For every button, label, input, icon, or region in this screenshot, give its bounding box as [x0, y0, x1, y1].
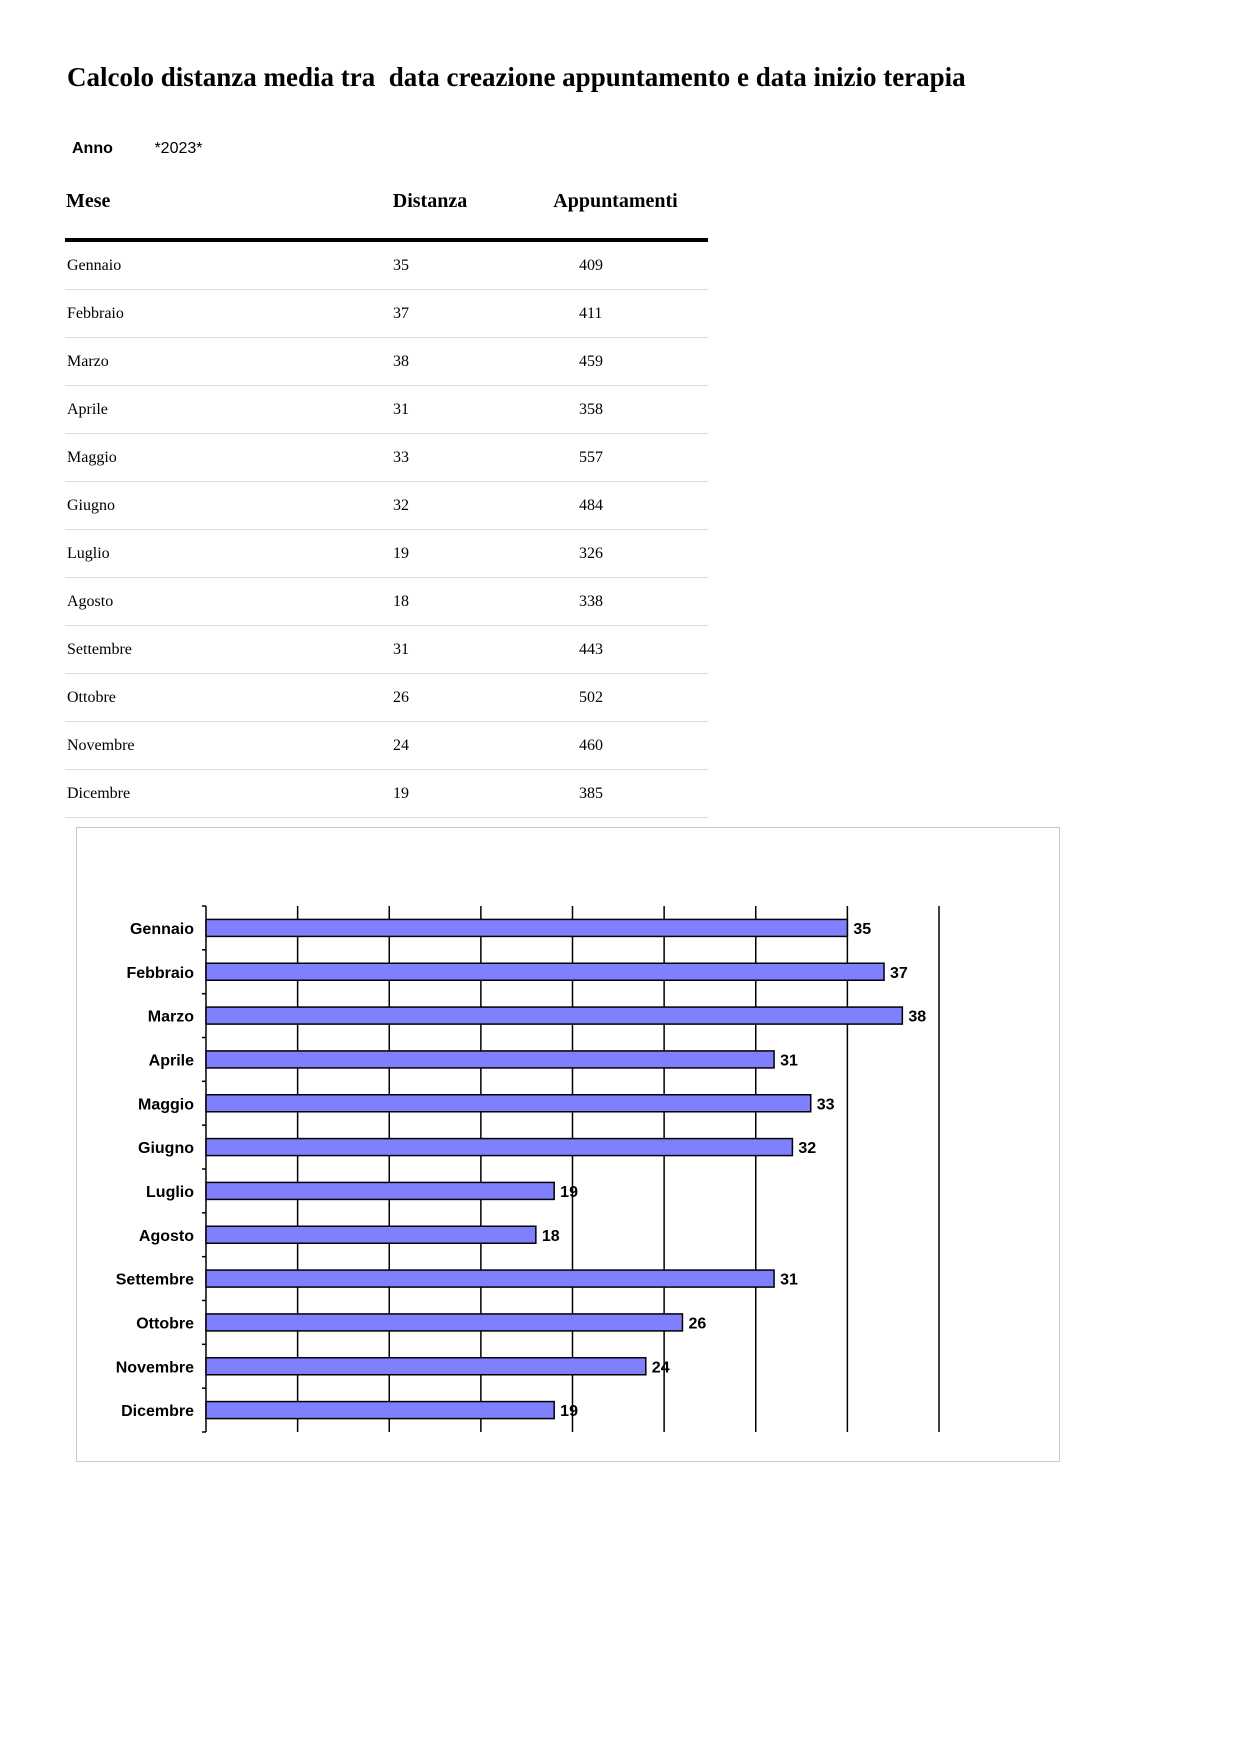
distance-table: [65, 190, 708, 818]
header-month: Mese: [65, 190, 337, 240]
table-header-row: [65, 190, 708, 240]
data-label: 24: [651, 1359, 670, 1377]
cell-appointments: 502: [523, 674, 708, 722]
cell-month: Gennaio: [65, 240, 337, 290]
cell-appointments: 411: [523, 290, 708, 338]
category-label: Febbraio: [126, 964, 194, 982]
table-row: [65, 626, 708, 674]
bar-luglio: [206, 1182, 554, 1199]
category-label: Dicembre: [121, 1403, 194, 1421]
cell-appointments: 338: [523, 578, 708, 626]
year-label: Anno: [72, 140, 113, 157]
bar-dicembre: [206, 1402, 554, 1419]
table-row: [65, 290, 708, 338]
table-row: [65, 722, 708, 770]
bar-giugno: [206, 1139, 792, 1156]
data-label: 31: [780, 1052, 798, 1070]
cell-month: Dicembre: [65, 770, 337, 818]
cell-appointments: 484: [523, 482, 708, 530]
cell-distance: 33: [337, 434, 523, 482]
cell-month: Febbraio: [65, 290, 337, 338]
cell-month: Agosto: [65, 578, 337, 626]
table-row: [65, 240, 708, 290]
table-row: [65, 386, 708, 434]
data-label: 19: [560, 1403, 578, 1421]
category-label: Settembre: [115, 1271, 194, 1289]
bar-maggio: [206, 1095, 811, 1112]
data-label: 37: [890, 964, 908, 982]
category-label: Aprile: [148, 1052, 194, 1070]
cell-month: Ottobre: [65, 674, 337, 722]
cell-month: Settembre: [65, 626, 337, 674]
chart-canvas: [77, 828, 1059, 1461]
category-label: Novembre: [115, 1359, 194, 1377]
cell-appointments: 459: [523, 338, 708, 386]
bar-marzo: [206, 1007, 902, 1024]
cell-appointments: 385: [523, 770, 708, 818]
cell-appointments: 443: [523, 626, 708, 674]
distance-chart: [76, 827, 1060, 1462]
cell-distance: 31: [337, 626, 523, 674]
data-label: 33: [816, 1096, 835, 1114]
bar-febbraio: [206, 963, 884, 980]
table-body: [65, 240, 708, 818]
cell-distance: 18: [337, 578, 523, 626]
cell-appointments: 358: [523, 386, 708, 434]
cell-appointments: 409: [523, 240, 708, 290]
cell-distance: 24: [337, 722, 523, 770]
bar-ottobre: [206, 1314, 682, 1331]
cell-appointments: 557: [523, 434, 708, 482]
cell-distance: 37: [337, 290, 523, 338]
data-label: 19: [560, 1183, 578, 1201]
cell-appointments: 460: [523, 722, 708, 770]
cell-month: Aprile: [65, 386, 337, 434]
data-label: 31: [780, 1271, 798, 1289]
category-label: Giugno: [138, 1140, 194, 1158]
cell-distance: 26: [337, 674, 523, 722]
category-label: Luglio: [146, 1183, 194, 1201]
category-label: Maggio: [138, 1096, 194, 1114]
category-label: Marzo: [147, 1008, 194, 1026]
category-label: Ottobre: [136, 1315, 194, 1333]
cell-distance: 38: [337, 338, 523, 386]
bar-gennaio: [206, 919, 847, 936]
table-row: [65, 338, 708, 386]
cell-distance: 31: [337, 386, 523, 434]
category-label: Gennaio: [129, 920, 194, 938]
bar-settembre: [206, 1270, 774, 1287]
data-label: 26: [688, 1315, 707, 1333]
header-distance: Distanza: [337, 190, 523, 240]
cell-distance: 32: [337, 482, 523, 530]
bar-agosto: [206, 1226, 536, 1243]
bar-aprile: [206, 1051, 774, 1068]
year-value: *2023*: [154, 140, 203, 157]
table-row: [65, 434, 708, 482]
data-label: 32: [798, 1140, 817, 1158]
bar-novembre: [206, 1358, 646, 1375]
cell-month: Marzo: [65, 338, 337, 386]
cell-month: Giugno: [65, 482, 337, 530]
data-label: 18: [541, 1227, 560, 1245]
cell-appointments: 326: [523, 530, 708, 578]
cell-distance: 35: [337, 240, 523, 290]
cell-distance: 19: [337, 770, 523, 818]
cell-month: Novembre: [65, 722, 337, 770]
table-row: [65, 674, 708, 722]
report-title: Calcolo distanza media tra data creazione appuntamento e data inizio terapia: [67, 62, 966, 92]
table-row: [65, 770, 708, 818]
table-row: [65, 530, 708, 578]
category-label: Agosto: [138, 1227, 194, 1245]
year-filter: [72, 140, 203, 158]
data-label: 35: [853, 920, 872, 938]
header-appointments: Appuntamenti: [523, 190, 708, 240]
cell-month: Maggio: [65, 434, 337, 482]
table-row: [65, 482, 708, 530]
cell-month: Luglio: [65, 530, 337, 578]
table-row: [65, 578, 708, 626]
cell-distance: 19: [337, 530, 523, 578]
data-label: 38: [908, 1008, 927, 1026]
